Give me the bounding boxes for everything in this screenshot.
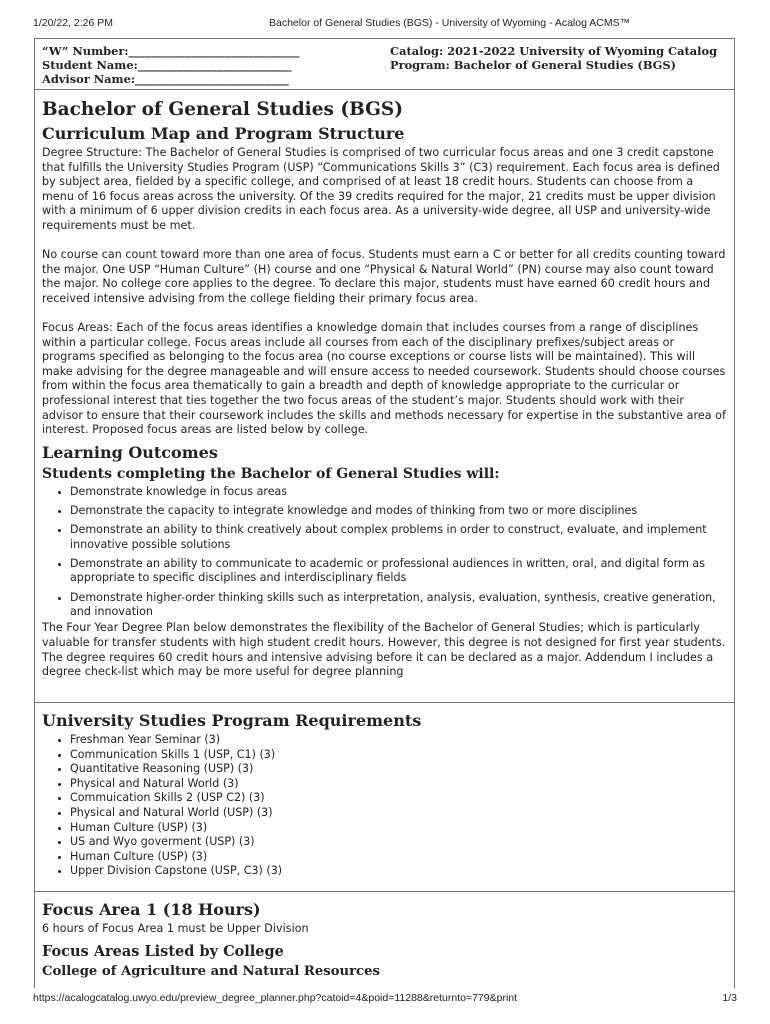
focus-area-section bbox=[35, 900, 734, 979]
list-item: • Demonstrate an ability to think creatively about complex problems in order to construct, evaluate, and implement innovative possible solutions bbox=[70, 523, 727, 552]
print-title: Bachelor of General Studies (BGS) - University of Wyoming - Acalog ACMS™ bbox=[269, 17, 631, 29]
print-header bbox=[33, 17, 737, 31]
college-heading: College of Agriculture and Natural Resources bbox=[42, 963, 380, 979]
page-title: Bachelor of General Studies (BGS) bbox=[42, 99, 403, 120]
advisor-name-field: Advisor Name:___________________________ bbox=[42, 72, 289, 86]
outcomes-subheading: Students completing the Bachelor of General Studies will: bbox=[42, 465, 500, 482]
list-item: • Demonstrate an ability to communicate to academic or professional audiences in written, oral, and digital form as appropriate to specific disciplines and interdisciplinary fields bbox=[70, 557, 727, 586]
list-item: • Human Culture (USP) (3) bbox=[70, 821, 727, 836]
document-frame bbox=[34, 38, 735, 988]
list-item: • US and Wyo goverment (USP) (3) bbox=[70, 835, 727, 850]
degree-structure-paragraph: Degree Structure: The Bachelor of General Studies is comprised of two curricular focus areas and one 3 credit capstone that fulfills the University Studies Program (USP) “Communications Skills 3” (C3) requirement. Each focus area is defined by subject area, fielded by a specific college, and comprised of at least 18 credit hours. Students can choose from a menu of 16 focus areas across the university. Of the 39 credits required for the major, 21 credits must be upper division with a minimum of 6 upper division credits in each focus area. As a university-wide degree, all USP and university-wide requirements must be met. bbox=[42, 146, 720, 232]
usp-heading: University Studies Program Requirements bbox=[42, 711, 422, 730]
learning-outcomes-heading: Learning Outcomes bbox=[42, 442, 218, 462]
list-item: • Human Culture (USP) (3) bbox=[70, 850, 727, 865]
list-item: • Demonstrate the capacity to integrate knowledge and modes of thinking from two or more disciplines bbox=[70, 504, 727, 519]
usp-section bbox=[35, 711, 734, 892]
list-item: • Upper Division Capstone (USP, C3) (3) bbox=[70, 864, 727, 879]
outcomes-list bbox=[54, 485, 727, 620]
student-fields bbox=[42, 44, 299, 86]
focus-areas-by-college-heading: Focus Areas Listed by College bbox=[42, 942, 284, 960]
focus-area-heading: Focus Area 1 (18 Hours) bbox=[42, 900, 261, 919]
focus-areas-paragraph: Focus Areas: Each of the focus areas identifies a knowledge domain that includes courses from a range of disciplines within a particular college. Focus areas include all courses from each of the disciplinary prefixes/subject areas or programs specified as belonging to the focus area (no course exceptions or course lists will be maintained). This will make advising for the degree manageable and will ensure access to needed coursework. Students should choose courses from within the focus area thematically to gain a breadth and depth of knowledge appropriate to the curricular or professional interest that ties together the two focus areas of the student’s major. Students should work with their advisor to ensure that their coursework includes the skills and methods necessary for expertise in the substantive area of interest. Proposed focus areas are listed below by college. bbox=[42, 320, 726, 437]
catalog-label: Catalog: 2021-2022 University of Wyoming Catalog bbox=[390, 44, 718, 58]
print-footer bbox=[33, 992, 737, 1006]
list-item: • Commuication Skills 2 (USP C2) (3) bbox=[70, 791, 727, 806]
list-item: • Quantitative Reasoning (USP) (3) bbox=[70, 762, 727, 777]
curriculum-heading: Curriculum Map and Program Structure bbox=[42, 124, 405, 143]
four-year-plan-paragraph: The Four Year Degree Plan below demonstrates the flexibility of the Bachelor of General Studies; which is particularly valuable for transfer students with high student credit hours. However, this degree is not designed for first year students. The degree requires 60 credit hours and intensive advising before it can be declared as a major. Addendum I includes a degree check-list which may be more useful for degree planning bbox=[42, 621, 726, 679]
w-number-field: “W” Number:______________________________ bbox=[42, 44, 300, 58]
focus-area-note: 6 hours of Focus Area 1 must be Upper Division bbox=[42, 922, 309, 935]
list-item: • Communication Skills 1 (USP, C1) (3) bbox=[70, 748, 727, 763]
page-url: https://acalogcatalog.uwyo.edu/preview_degree_planner.php?catoid=4&poid=11288&returnto=779&print bbox=[33, 992, 518, 1004]
meta-section bbox=[35, 39, 734, 90]
program-label: Program: Bachelor of General Studies (BGS) bbox=[390, 58, 676, 72]
page-number: 1/3 bbox=[722, 992, 737, 1004]
usp-list bbox=[54, 733, 727, 879]
program-overview-section bbox=[35, 99, 734, 703]
major-rules-paragraph: No course can count toward more than one area of focus. Students must earn a C or better for all credits counting toward the major. One USP “Human Culture” (H) course and one “Physical & Natural World” (PN) course may also count toward the major. No college core applies to the degree. To declare this major, students must have earned 60 credit hours and received intensive advising from the college fielding their primary focus area. bbox=[42, 248, 726, 305]
catalog-info bbox=[390, 44, 717, 72]
student-name-field: Student Name:___________________________ bbox=[42, 58, 292, 72]
print-date: 1/20/22, 2:26 PM bbox=[33, 17, 113, 29]
list-item: • Physical and Natural World (3) bbox=[70, 777, 727, 792]
list-item: • Demonstrate higher-order thinking skills such as interpretation, analysis, evaluation, synthesis, creative generation, and innovation bbox=[70, 591, 727, 620]
list-item: • Freshman Year Seminar (3) bbox=[70, 733, 727, 748]
list-item: • Demonstrate knowledge in focus areas bbox=[70, 485, 727, 500]
list-item: • Physical and Natural World (USP) (3) bbox=[70, 806, 727, 821]
